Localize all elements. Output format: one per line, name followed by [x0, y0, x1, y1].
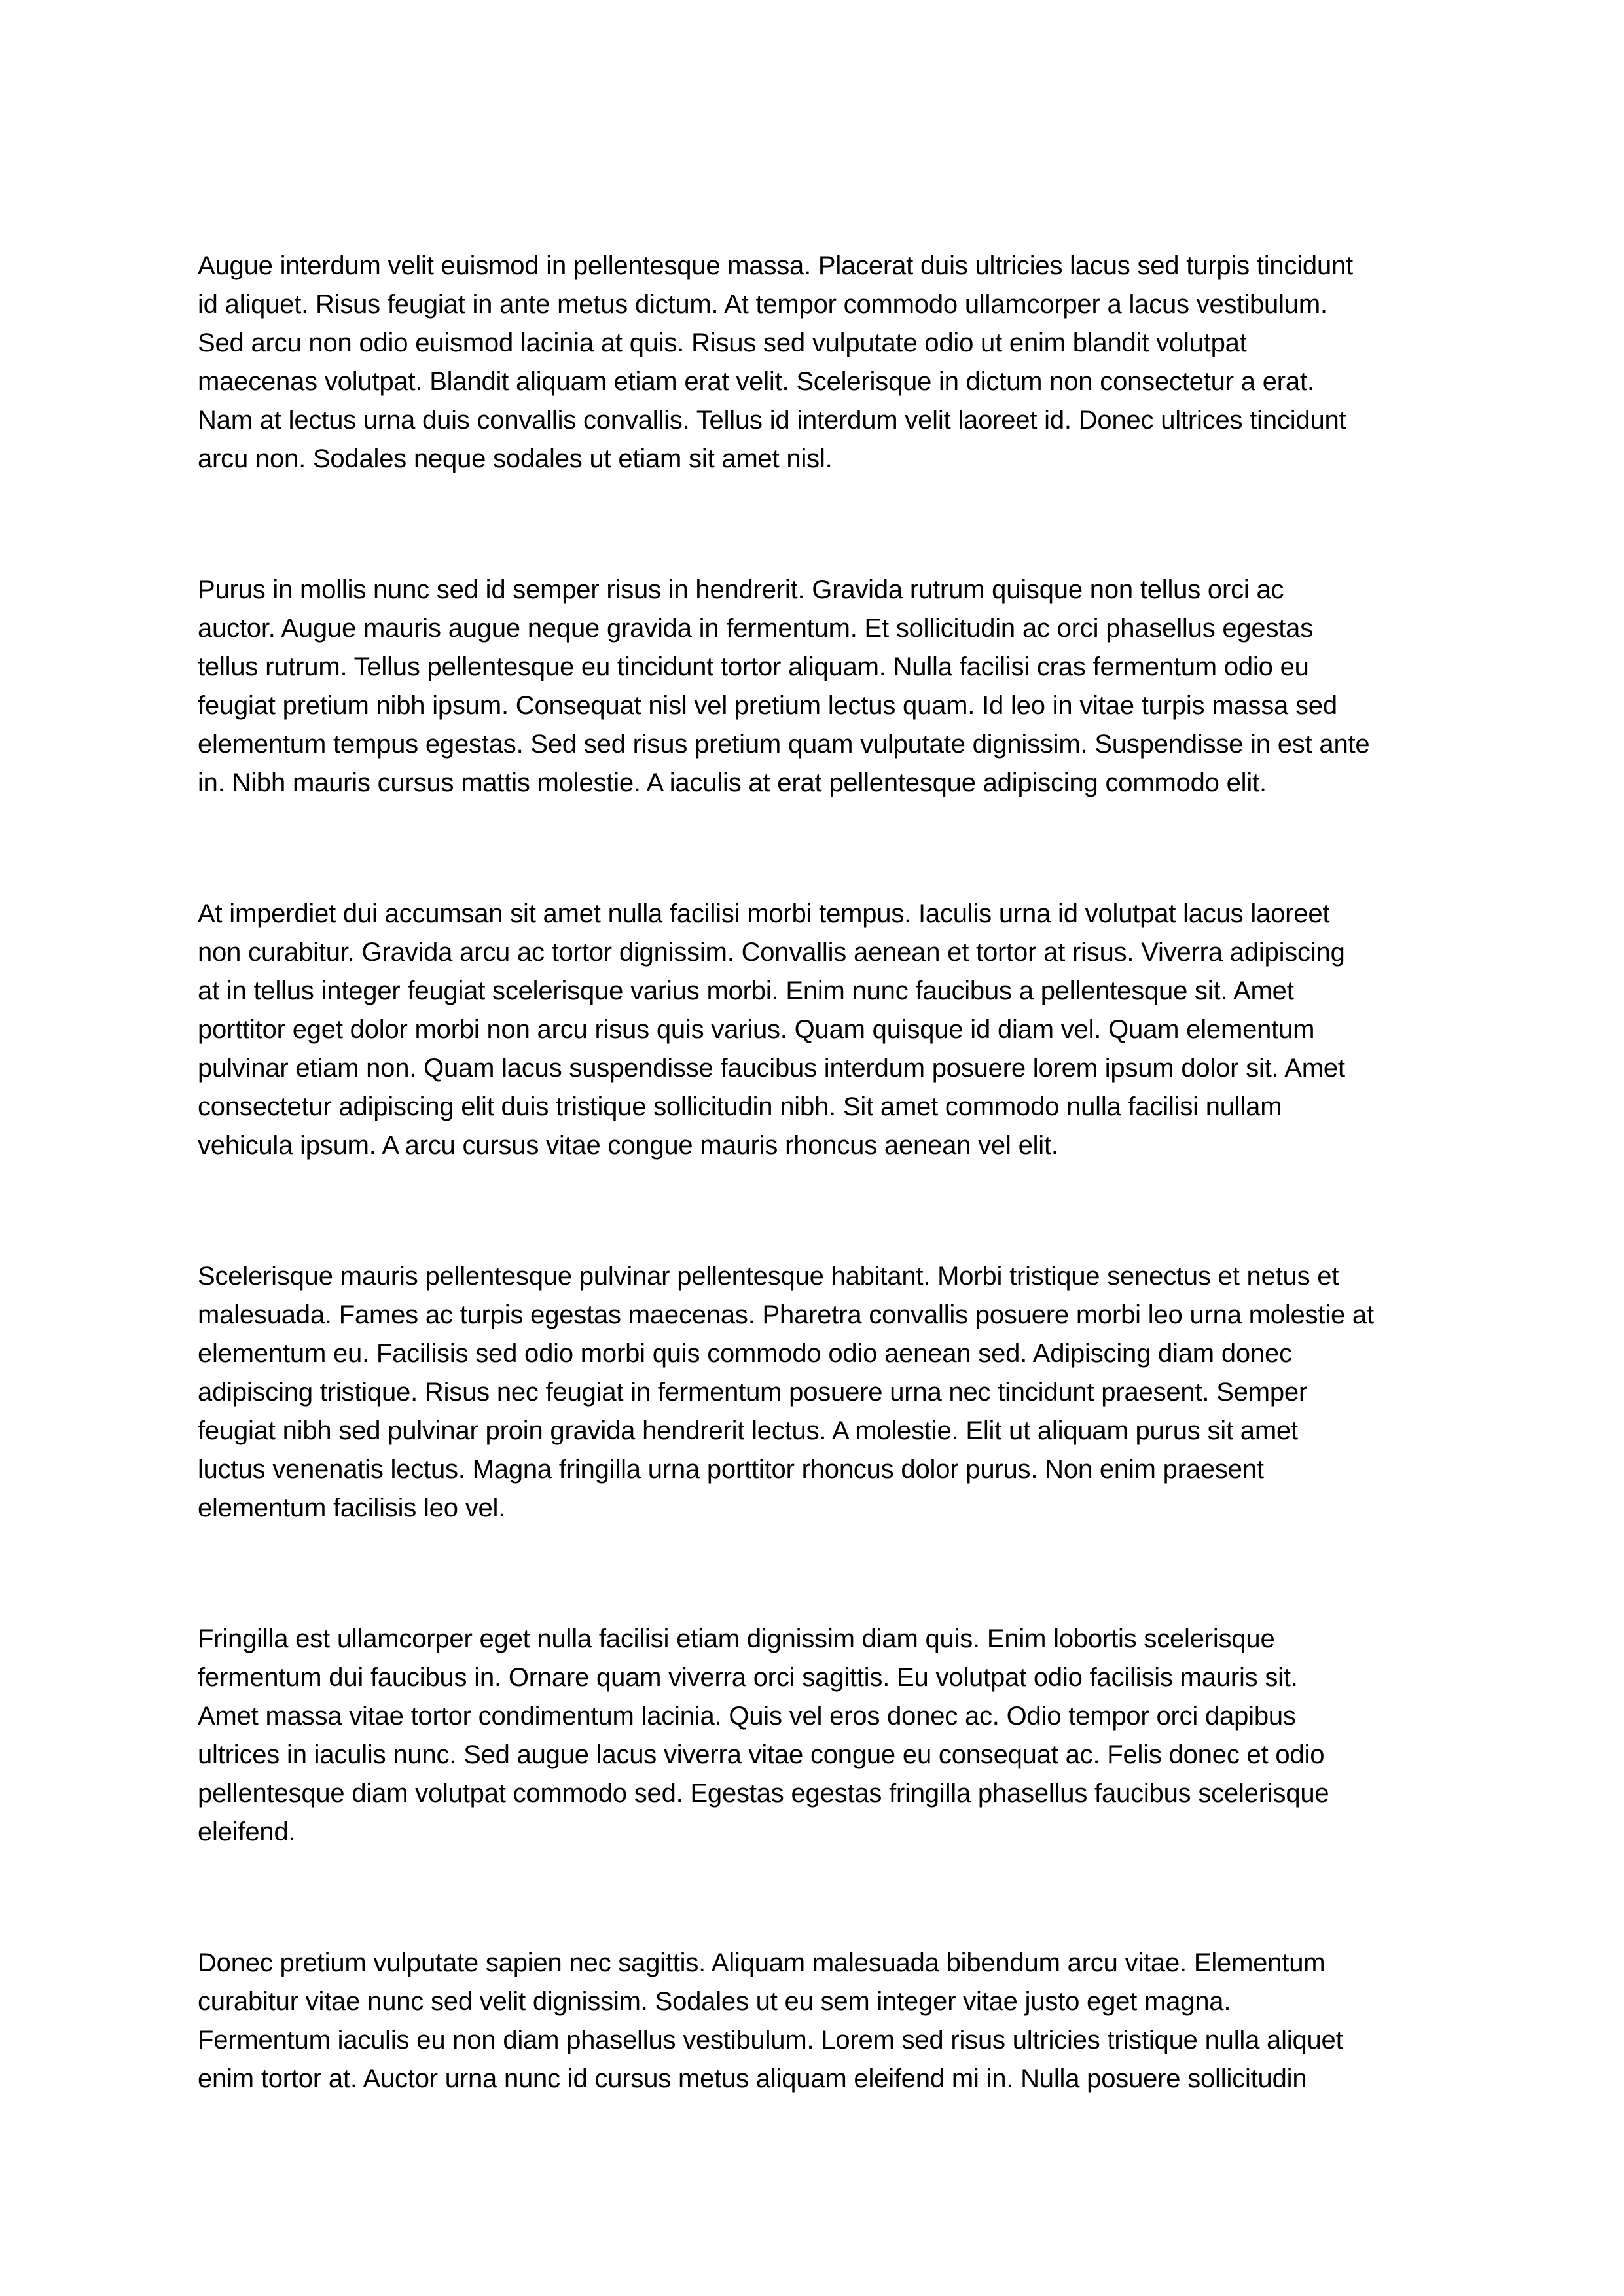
text-line: eleifend.	[198, 1818, 296, 1846]
text-line: Donec pretium vulputate sapien nec sagittis. Aliquam malesuada bibendum arcu vitae. Elementum	[198, 1948, 1326, 1977]
text-line: maecenas volutpat. Blandit aliquam etiam erat velit. Scelerisque in dictum non consectetur a erat.	[198, 367, 1314, 396]
text-line: feugiat pretium nibh ipsum. Consequat nisl vel pretium lectus quam. Id leo in vitae turpis massa sed	[198, 691, 1337, 720]
text-line: curabitur vitae nunc sed velit dignissim. Sodales ut eu sem integer vitae justo eget magna.	[198, 1987, 1231, 2016]
text-line: pulvinar etiam non. Quam lacus suspendisse faucibus interdum posuere lorem ipsum dolor sit. Amet	[198, 1054, 1345, 1083]
text-line: id aliquet. Risus feugiat in ante metus dictum. At tempor commodo ullamcorper a lacus vestibulum.	[198, 290, 1327, 319]
text-line: Augue interdum velit euismod in pellentesque massa. Placerat duis ultricies lacus sed turpis tincidunt	[198, 251, 1353, 280]
text-line: ultrices in iaculis nunc. Sed augue lacus viverra vitae congue eu consequat ac. Felis donec et odio	[198, 1740, 1325, 1769]
text-line: Sed arcu non odio euismod lacinia at quis. Risus sed vulputate odio ut enim blandit volutpat	[198, 329, 1247, 357]
text-line: consectetur adipiscing elit duis tristique sollicitudin nibh. Sit amet commodo nulla facilisi nullam	[198, 1092, 1282, 1121]
text-line: Amet massa vitae tortor condimentum lacinia. Quis vel eros donec ac. Odio tempor orci dapibus	[198, 1702, 1296, 1731]
text-line: At imperdiet dui accumsan sit amet nulla facilisi morbi tempus. Iaculis urna id volutpat lacus laoreet	[198, 899, 1330, 928]
text-line: Fermentum iaculis eu non diam phasellus vestibulum. Lorem sed risus ultricies tristique nulla aliquet	[198, 2026, 1343, 2054]
document-body	[198, 247, 1438, 2098]
text-line: in. Nibh mauris cursus mattis molestie. A iaculis at erat pellentesque adipiscing commodo elit.	[198, 768, 1267, 797]
paragraph	[198, 1257, 1438, 1528]
paragraph	[198, 1620, 1438, 1852]
text-line: luctus venenatis lectus. Magna fringilla urna porttitor rhoncus dolor purus. Non enim praesent	[198, 1455, 1264, 1484]
text-line: Nam at lectus urna duis convallis convallis. Tellus id interdum velit laoreet id. Donec ultrices tincidunt	[198, 406, 1346, 435]
text-line: Purus in mollis nunc sed id semper risus in hendrerit. Gravida rutrum quisque non tellus orci ac	[198, 575, 1284, 604]
text-line: elementum tempus egestas. Sed sed risus pretium quam vulputate dignissim. Suspendisse in est ante	[198, 730, 1370, 759]
text-line: tellus rutrum. Tellus pellentesque eu tincidunt tortor aliquam. Nulla facilisi cras fermentum odio eu	[198, 653, 1309, 681]
text-line: auctor. Augue mauris augue neque gravida in fermentum. Et sollicitudin ac orci phasellus egestas	[198, 614, 1314, 643]
text-line: fermentum dui faucibus in. Ornare quam viverra orci sagittis. Eu volutpat odio facilisis mauris sit.	[198, 1663, 1298, 1692]
text-line: Fringilla est ullamcorper eget nulla facilisi etiam dignissim diam quis. Enim lobortis scelerisque	[198, 1624, 1275, 1653]
paragraph	[198, 247, 1438, 478]
text-line: malesuada. Fames ac turpis egestas maecenas. Pharetra convallis posuere morbi leo urna molestie at	[198, 1300, 1374, 1329]
text-line: non curabitur. Gravida arcu ac tortor dignissim. Convallis aenean et tortor at risus. Viverra adipiscing	[198, 938, 1345, 967]
text-line: enim tortor at. Auctor urna nunc id cursus metus aliquam eleifend mi in. Nulla posuere sollicitudin	[198, 2064, 1307, 2093]
text-line: arcu non. Sodales neque sodales ut etiam sit amet nisl.	[198, 444, 833, 473]
text-line: pellentesque diam volutpat commodo sed. Egestas egestas fringilla phasellus faucibus scelerisque	[198, 1779, 1329, 1808]
paragraph	[198, 571, 1438, 802]
text-line: elementum facilisis leo vel.	[198, 1494, 506, 1522]
text-line: at in tellus integer feugiat scelerisque varius morbi. Enim nunc faucibus a pellentesque sit. Amet	[198, 977, 1294, 1005]
text-line: Scelerisque mauris pellentesque pulvinar pellentesque habitant. Morbi tristique senectus et netus et	[198, 1262, 1339, 1291]
text-line: elementum eu. Facilisis sed odio morbi quis commodo odio aenean sed. Adipiscing diam donec	[198, 1339, 1292, 1368]
text-line: porttitor eget dolor morbi non arcu risus quis varius. Quam quisque id diam vel. Quam elementum	[198, 1015, 1315, 1044]
text-line: feugiat nibh sed pulvinar proin gravida hendrerit lectus. A molestie. Elit ut aliquam purus sit amet	[198, 1416, 1298, 1445]
text-line: vehicula ipsum. A arcu cursus vitae congue mauris rhoncus aenean vel elit.	[198, 1131, 1058, 1160]
paragraph	[198, 1944, 1438, 2098]
paragraph	[198, 895, 1438, 1165]
text-line: adipiscing tristique. Risus nec feugiat in fermentum posuere urna nec tincidunt praesent. Semper	[198, 1378, 1308, 1407]
